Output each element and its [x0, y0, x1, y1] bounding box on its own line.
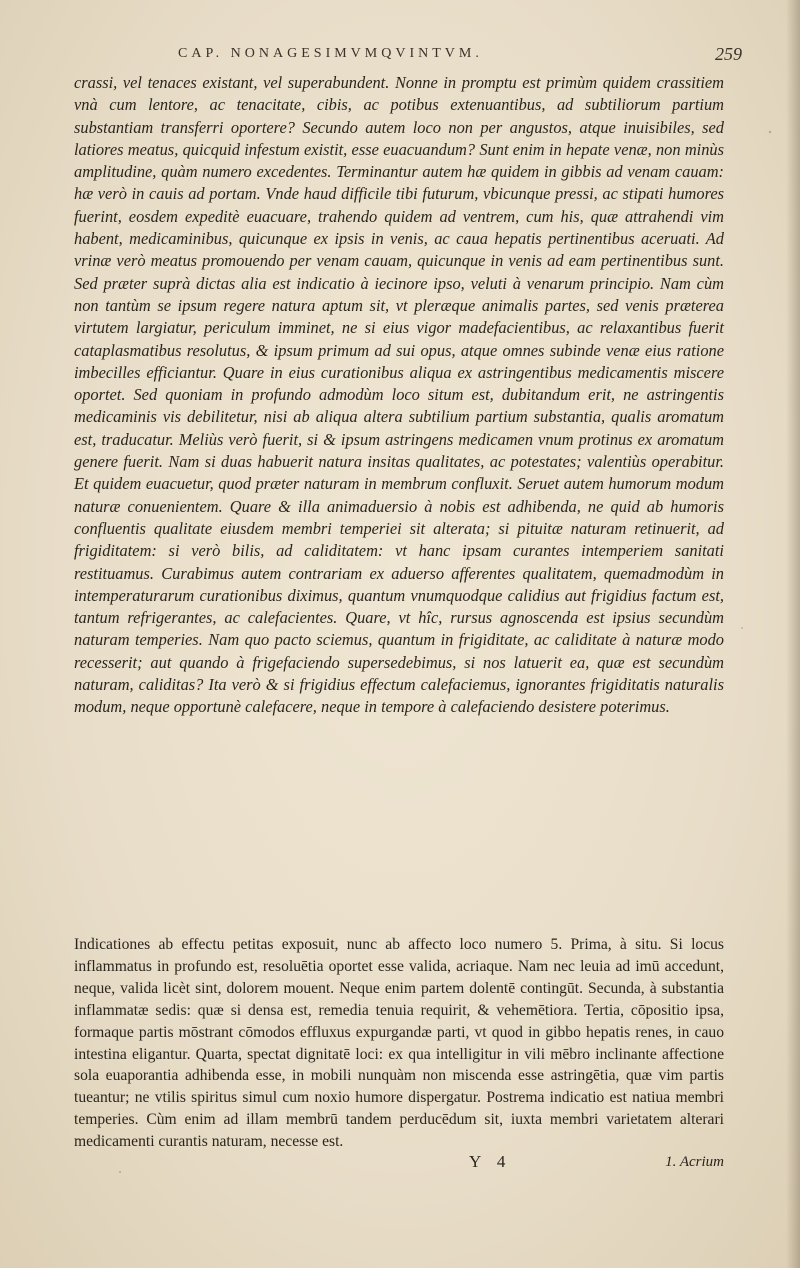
running-head: CAP. NONAGESIMVMQVINTVM.: [178, 46, 483, 61]
page-edge-shadow: [786, 0, 800, 1268]
commentary-text-block: [74, 72, 724, 719]
catchword: 1. Acrium: [665, 1154, 724, 1170]
commentary-paragraph: crassi, vel tenaces existant, vel superabundent. Nonne in promptu est primùm quidem crassitiem vnà cum lentore, ac tenacitate, cibis, ac potibus extenuantibus, ad subtiliorum partium substantiam transferri oportere? Secundo autem loco non per angustos, atque inuisibiles, sed latiores meatus, quicquid infestum existit, esse euacuandum? Sunt enim in hepate venæ, non minùs amplitudine, quàm numero excedentes. Terminantur autem hæ quidem in gibbis ad venam cauam: hæ verò in cauis ad portam. Vnde haud difficile tibi futurum, vbicunque pressi, ac stipati humores fuerint, eosdem expeditè euacuare, trahendo quidem ad ventrem, cum his, quæ attrahendi vim habent, medicaminibus, quicunque ex ipsis in venis, ac caua hepatis pertinentibus aceruati. Ad vrinæ verò meatus promouendo per venam cauam, quicunque in venis ad eam pertinentibus sunt. Sed præter suprà dictas alia est indicatio à iecinore ipso, veluti à venarum principio. Nam cùm non tantùm se ipsum regere natura aptum sit, vt pleræque animalis partes, sed venis præterea virtutem largiatur, periculum imminet, ne si eius vigor madefacientibus, ac relaxantibus fuerit cataplasmatibus resolutus, & ipsum primum ad sui opus, atque omnes subinde venæ eius ratione imbecilles efficiantur. Quare in eius curationibus aliqua ex astringentibus medicamentis miscere oportet. Sed quoniam in profundo admodùm loco situm est, dubitandum erit, ne astringentis medicaminis vis debilitetur, nisi ab aliqua altera subtilium partium substantia, qualis aromatum est, traducatur. Meliùs verò fuerit, si & ipsum astringens medicamen vnum protinus ex aromatum genere fuerit. Nam si duas habuerit natura insitas qualitates, ac potestates; valentiùs operabitur. Et quidem euacuetur, quod præter naturam in membrum confluxit. Seruet autem humorum modum naturæ conuenientem. Quare & illa animaduersio à nobis est adhibenda, ne quid ab humoris confluentis qualitate eiusdem membri temperiei sit alterata; si pituitæ naturam retinuerit, ad frigiditatem: si verò bilis, ad caliditatem: vt hanc ipsam curantes intemperiem sanitati restituamus. Curabimus autem contrariam ex aduerso afferentes qualitatem, quemadmodùm in intemperaturarum curationibus diximus, quantum vnumquodque calidius aut frigidius factum est, tantum refrigerantes, ac calefacientes. Quare, vt hîc, rursus agnoscenda est ipsius secundùm naturam temperies. Nam quo pacto sciemus, quantum in frigiditate, ac caliditate à naturæ modo recesserit; aut quando à frigefaciendo supersedebimus, si nos latuerit ea, quæ est secundùm naturam, caliditas? Ita verò & si frigidius effectum calefaciemus, ignorantes frigiditatis naturalis modum, neque opportunè calefacere, neque in tempore à calefaciendo desistere poterimus.: [74, 73, 724, 717]
page-footer: [74, 1152, 724, 1180]
scholium-paragraph: Indicationes ab effectu petitas exposuit, nunc ab affecto loco numero 5. Prima, à situ. Si locus inflammatus in profundo est, resoluētia oportet esse valida, acriaque. Nam nec leuia ad imū accedunt, neque, valida licèt sint, dolorem mouent. Neque enim partem dolentē contingūt. Secunda, à substantia inflammatæ sedis: quæ si densa est, remedia tenuia requirit, & vehemētiora. Tertia, cōpositio ipsa, formaque partis mōstrant cōmodos effluxus expurgandæ parti, vt quod in gibbo hepatis renes, in cauo intestina eligantur. Quarta, spectat dignitatē loci: ex qua intelligitur in vili mēbro inclinante affectione sola euaporantia adhibenda esse, in mobili nunquàm non miscenda esse astringētia, quæ vim partis tueantur; ne vtilis spiritus simul cum noxio humore dispergatur. Postrema indicatio est natiua membri temperies. Cùm enim ad illam membrū tandem perducēdum sit, iuxta membri varietatem alterari medicamenti curantis naturam, necesse est.: [74, 936, 724, 1151]
page-number: 259: [715, 44, 742, 64]
signature-mark: Y 4: [469, 1152, 512, 1171]
scholium-text-block: [74, 934, 724, 1153]
page-header: [60, 44, 742, 72]
